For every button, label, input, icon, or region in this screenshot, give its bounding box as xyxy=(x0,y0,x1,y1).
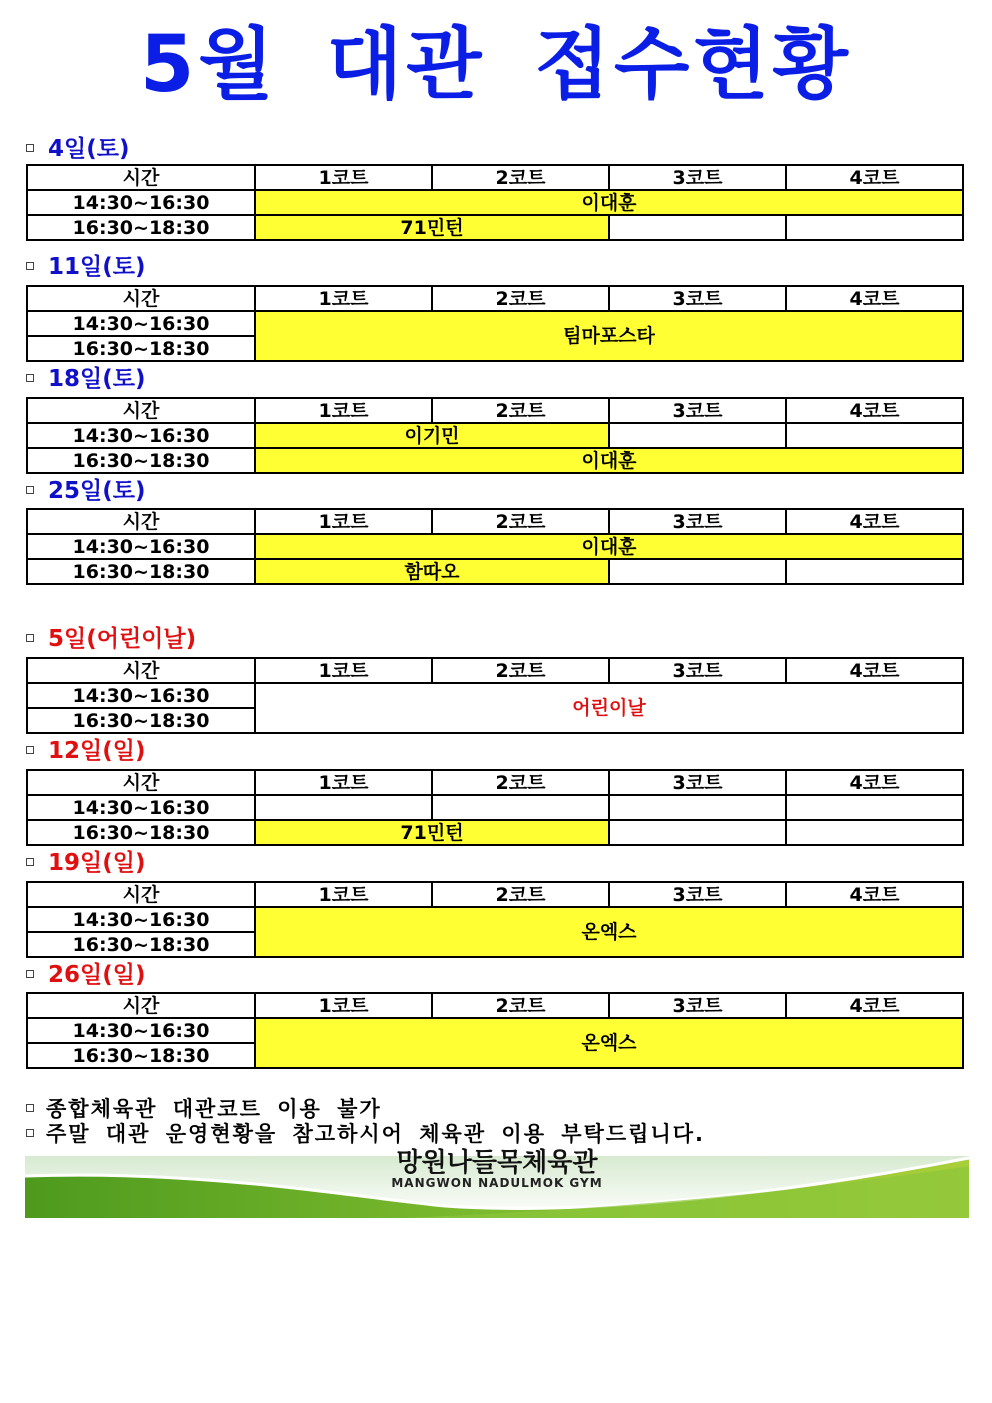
time-slot: 16:30~18:30 xyxy=(27,1043,255,1068)
empty-cell xyxy=(786,423,963,448)
schedule-table xyxy=(26,881,964,958)
court-header: 2코트 xyxy=(432,882,609,907)
square-bullet-icon xyxy=(26,858,34,866)
time-slot: 14:30~16:30 xyxy=(27,423,255,448)
court-header: 1코트 xyxy=(255,993,432,1018)
square-bullet-icon xyxy=(26,970,34,978)
court-header: 1코트 xyxy=(255,658,432,683)
schedule-table xyxy=(26,397,964,474)
court-header: 4코트 xyxy=(786,398,963,423)
header-row xyxy=(27,770,963,795)
booking-cell: 함따오 xyxy=(255,559,609,584)
court-header: 3코트 xyxy=(609,770,786,795)
time-slot: 14:30~16:30 xyxy=(27,795,255,820)
square-bullet-icon xyxy=(26,144,34,152)
section-heading: 18일(토) xyxy=(26,365,145,393)
note-line: 주말 대관 운영현황을 참고하시어 체육관 이용 부탁드립니다. xyxy=(26,1122,705,1147)
court-header: 4코트 xyxy=(786,882,963,907)
empty-cell xyxy=(255,795,432,820)
time-header: 시간 xyxy=(27,165,255,190)
time-slot: 14:30~16:30 xyxy=(27,190,255,215)
section-heading: 19일(일) xyxy=(26,849,145,877)
time-slot: 14:30~16:30 xyxy=(27,907,255,932)
time-header: 시간 xyxy=(27,993,255,1018)
court-header: 2코트 xyxy=(432,509,609,534)
square-bullet-icon xyxy=(26,486,34,494)
note-line: 종합체육관 대관코트 이용 불가 xyxy=(26,1097,382,1122)
time-slot: 14:30~16:30 xyxy=(27,534,255,559)
section-heading: 5일(어린이날) xyxy=(26,625,196,653)
table-row xyxy=(27,215,963,240)
empty-cell xyxy=(609,423,786,448)
court-header: 2코트 xyxy=(432,770,609,795)
square-bullet-icon xyxy=(26,746,34,754)
booking-cell: 이대훈 xyxy=(255,534,963,559)
schedule-table xyxy=(26,992,964,1069)
court-header: 2코트 xyxy=(432,398,609,423)
table-row xyxy=(27,683,963,708)
square-bullet-icon xyxy=(26,1129,34,1137)
table-row xyxy=(27,559,963,584)
table-row xyxy=(27,423,963,448)
booking-cell: 온엑스 xyxy=(255,907,963,957)
court-header: 3코트 xyxy=(609,398,786,423)
empty-cell xyxy=(786,559,963,584)
square-bullet-icon xyxy=(26,634,34,642)
empty-cell xyxy=(609,820,786,845)
header-row xyxy=(27,165,963,190)
holiday-cell: 어린이날 xyxy=(255,683,963,733)
header-row xyxy=(27,993,963,1018)
time-slot: 16:30~18:30 xyxy=(27,448,255,473)
court-header: 1코트 xyxy=(255,165,432,190)
empty-cell xyxy=(432,795,609,820)
court-header: 3코트 xyxy=(609,993,786,1018)
booking-cell: 팀마포스타 xyxy=(255,311,963,361)
schedule-table xyxy=(26,769,964,846)
court-header: 3코트 xyxy=(609,286,786,311)
court-header: 1코트 xyxy=(255,509,432,534)
court-header: 2코트 xyxy=(432,286,609,311)
time-header: 시간 xyxy=(27,398,255,423)
time-slot: 16:30~18:30 xyxy=(27,215,255,240)
header-row xyxy=(27,398,963,423)
court-header: 4코트 xyxy=(786,770,963,795)
section-heading: 12일(일) xyxy=(26,737,145,765)
time-slot: 14:30~16:30 xyxy=(27,683,255,708)
page-title: 5월 대관 접수현황 xyxy=(139,20,853,110)
schedule-table xyxy=(26,508,964,585)
empty-cell xyxy=(786,795,963,820)
court-header: 3코트 xyxy=(609,165,786,190)
square-bullet-icon xyxy=(26,1104,34,1112)
header-row xyxy=(27,509,963,534)
time-slot: 16:30~18:30 xyxy=(27,932,255,957)
booking-cell: 71민턴 xyxy=(255,820,609,845)
court-header: 1코트 xyxy=(255,398,432,423)
time-slot: 16:30~18:30 xyxy=(27,336,255,361)
court-header: 3코트 xyxy=(609,882,786,907)
time-slot: 14:30~16:30 xyxy=(27,1018,255,1043)
time-header: 시간 xyxy=(27,882,255,907)
table-row xyxy=(27,190,963,215)
time-slot: 14:30~16:30 xyxy=(27,311,255,336)
court-header: 4코트 xyxy=(786,658,963,683)
schedule-table xyxy=(26,164,964,241)
section-heading: 25일(토) xyxy=(26,477,145,505)
table-row xyxy=(27,795,963,820)
table-row xyxy=(27,820,963,845)
table-row xyxy=(27,448,963,473)
booking-cell: 이대훈 xyxy=(255,448,963,473)
table-row xyxy=(27,1018,963,1043)
booking-cell: 이기민 xyxy=(255,423,609,448)
empty-cell xyxy=(609,559,786,584)
header-row xyxy=(27,882,963,907)
empty-cell xyxy=(609,215,786,240)
empty-cell xyxy=(609,795,786,820)
court-header: 3코트 xyxy=(609,658,786,683)
booking-cell: 71민턴 xyxy=(255,215,609,240)
time-header: 시간 xyxy=(27,658,255,683)
empty-cell xyxy=(786,820,963,845)
table-row xyxy=(27,534,963,559)
court-header: 2코트 xyxy=(432,993,609,1018)
court-header: 3코트 xyxy=(609,509,786,534)
time-slot: 16:30~18:30 xyxy=(27,708,255,733)
footer-banner xyxy=(25,1148,969,1218)
court-header: 4코트 xyxy=(786,165,963,190)
section-heading: 26일(일) xyxy=(26,961,145,989)
time-slot: 16:30~18:30 xyxy=(27,559,255,584)
gym-name: 망원나들목체육관 xyxy=(396,1148,598,1178)
booking-cell: 이대훈 xyxy=(255,190,963,215)
table-row xyxy=(27,907,963,932)
court-header: 4코트 xyxy=(786,993,963,1018)
header-row xyxy=(27,658,963,683)
court-header: 1코트 xyxy=(255,770,432,795)
time-slot: 16:30~18:30 xyxy=(27,820,255,845)
schedule-table xyxy=(26,285,964,362)
court-header: 2코트 xyxy=(432,658,609,683)
court-header: 4코트 xyxy=(786,509,963,534)
court-header: 4코트 xyxy=(786,286,963,311)
empty-cell xyxy=(786,215,963,240)
time-header: 시간 xyxy=(27,286,255,311)
court-header: 2코트 xyxy=(432,165,609,190)
section-heading: 4일(토) xyxy=(26,135,129,163)
court-header: 1코트 xyxy=(255,882,432,907)
time-header: 시간 xyxy=(27,509,255,534)
schedule-table xyxy=(26,657,964,734)
booking-cell: 온엑스 xyxy=(255,1018,963,1068)
table-row xyxy=(27,311,963,336)
time-header: 시간 xyxy=(27,770,255,795)
square-bullet-icon xyxy=(26,262,34,270)
court-header: 1코트 xyxy=(255,286,432,311)
gym-english-name: MANGWON NADULMOK GYM xyxy=(391,1176,603,1190)
header-row xyxy=(27,286,963,311)
section-heading: 11일(토) xyxy=(26,253,145,281)
square-bullet-icon xyxy=(26,374,34,382)
